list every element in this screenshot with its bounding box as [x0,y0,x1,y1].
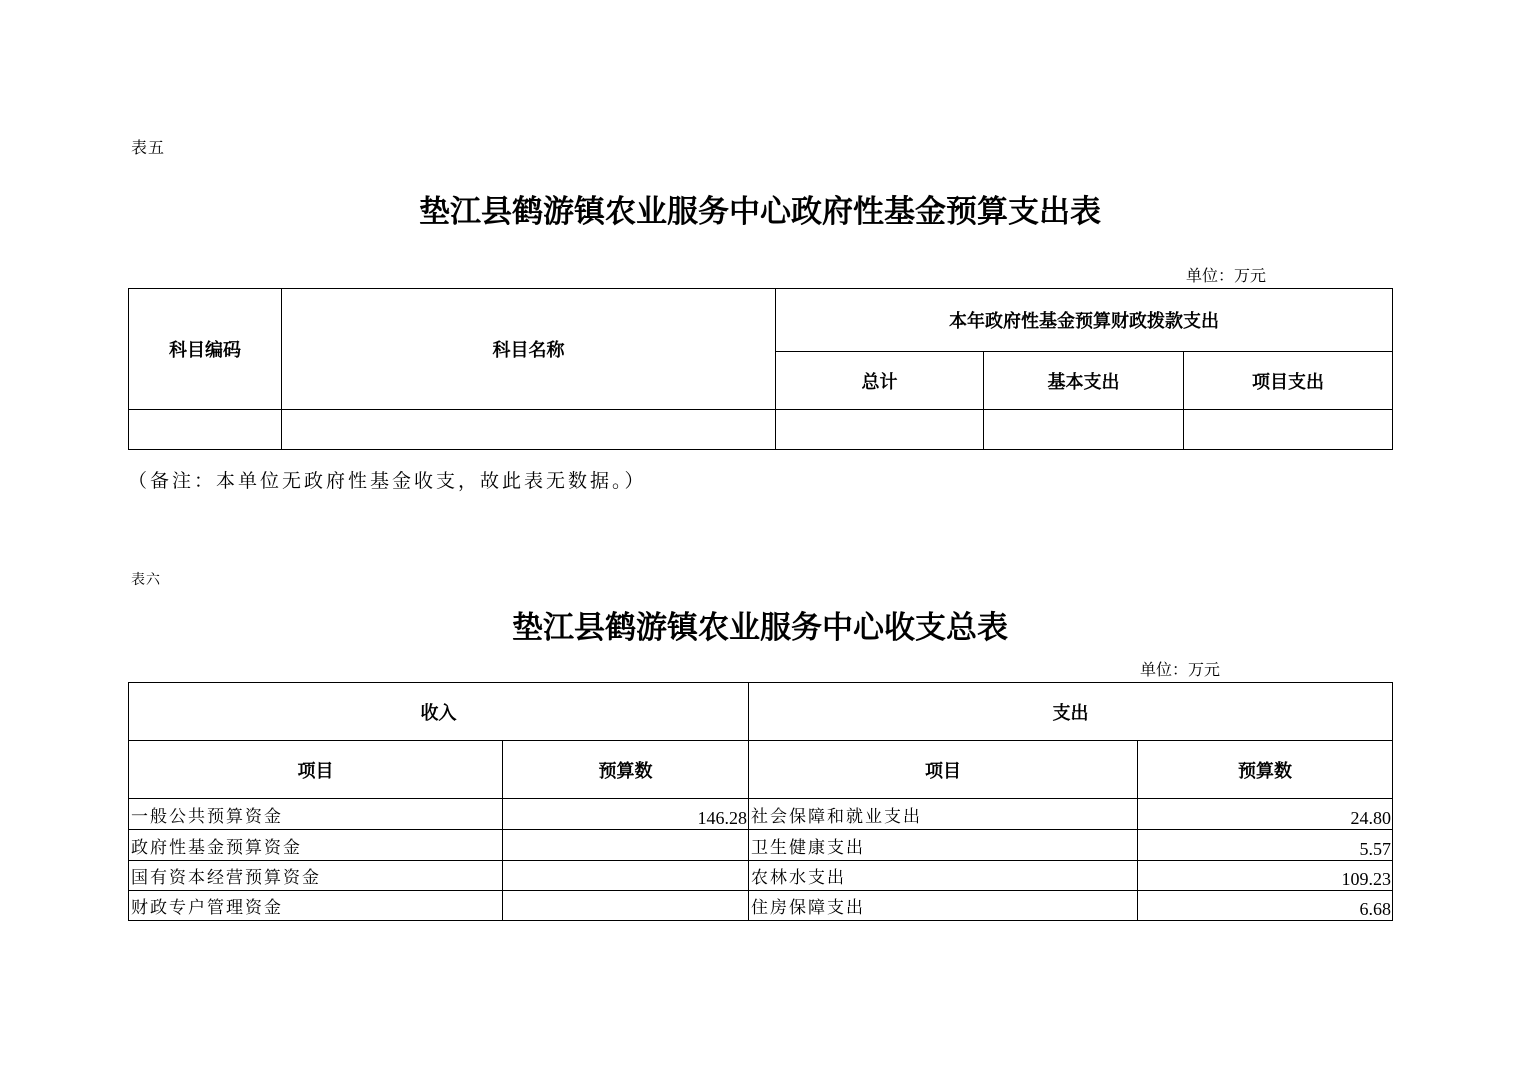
expense-item-cell: 住房保障支出 [749,891,1138,921]
expense-budget-cell: 24.80 [1138,799,1393,830]
table-row [129,410,1393,450]
table6-income-expense-summary [128,682,1393,921]
table6-unit: 单位：万元 [1140,660,1221,679]
expense-item-cell: 农林水支出 [749,861,1138,891]
expense-item-cell: 卫生健康支出 [749,830,1138,861]
income-item-cell: 财政专户管理资金 [129,891,503,921]
header-income-budget: 预算数 [503,741,749,799]
empty-cell [776,410,984,450]
empty-cell [129,410,282,450]
header-basic-expenditure: 基本支出 [984,352,1184,410]
table5-title: 垫江县鹤游镇农业服务中心政府性基金预算支出表 [419,194,1101,230]
table-row [129,799,1393,830]
table-row [129,861,1393,891]
income-item-cell: 一般公共预算资金 [129,799,503,830]
empty-cell [984,410,1184,450]
income-budget-cell [503,861,749,891]
income-item-cell: 政府性基金预算资金 [129,830,503,861]
header-expense-budget: 预算数 [1138,741,1393,799]
table5-label: 表五 [131,138,166,157]
empty-cell [282,410,776,450]
table6-title: 垫江县鹤游镇农业服务中心收支总表 [512,610,1008,646]
table-row [129,891,1393,921]
header-total: 总计 [776,352,984,410]
expense-budget-cell: 6.68 [1138,891,1393,921]
table5-budget-expenditure [128,288,1393,450]
table-row [129,830,1393,861]
table6-label: 表六 [131,572,161,588]
header-subject-code: 科目编码 [129,289,282,410]
income-budget-cell [503,830,749,861]
header-subject-name: 科目名称 [282,289,776,410]
header-expense: 支出 [749,683,1393,741]
header-income: 收入 [129,683,749,741]
expense-budget-cell: 5.57 [1138,830,1393,861]
header-project-expenditure: 项目支出 [1184,352,1393,410]
income-budget-cell: 146.28 [503,799,749,830]
income-item-cell: 国有资本经营预算资金 [129,861,503,891]
income-budget-cell [503,891,749,921]
header-fund-expenditure-group: 本年政府性基金预算财政拨款支出 [776,289,1393,352]
empty-cell [1184,410,1393,450]
header-expense-item: 项目 [749,741,1138,799]
table5-unit: 单位：万元 [1186,266,1267,285]
expense-item-cell: 社会保障和就业支出 [749,799,1138,830]
table5-note: （备注：本单位无政府性基金收支，故此表无数据。） [128,470,647,492]
expense-budget-cell: 109.23 [1138,861,1393,891]
header-income-item: 项目 [129,741,503,799]
